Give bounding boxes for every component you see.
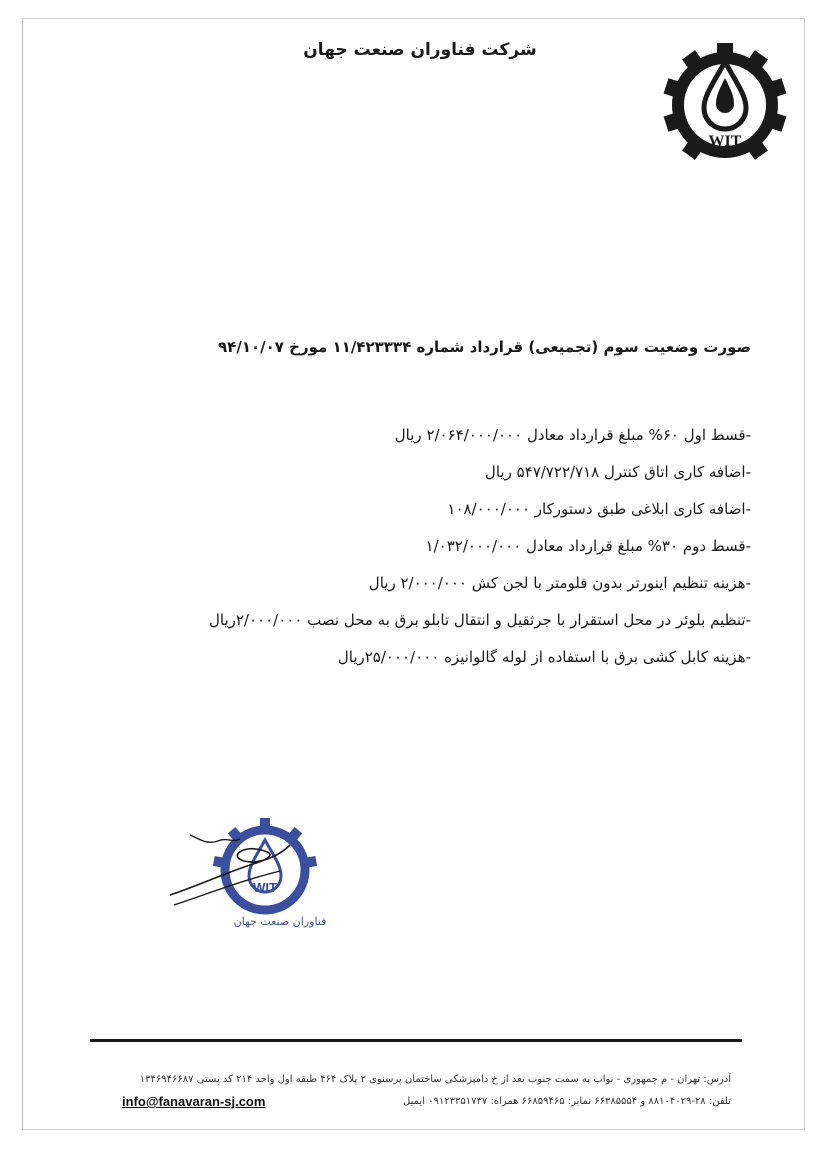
list-item: -قسط دوم ۳۰% مبلغ قرارداد معادل ۱/۰۳۲/۰۰۰/۰۰۰: [425, 537, 751, 555]
footer-contact: تلفن: ۲۸-۸۸۱۰۴۰۲۹ و ۶۶۳۸۵۵۵۴ نمابر: ۶۶۸۵۹۴۶۵ همراه: ۰۹۱۲۳۳۵۱۷۳۷ ایمیل: [403, 1096, 731, 1107]
list-item: -اضافه کاری ابلاغی طبق دستورکار ۱۰۸/۰۰۰/۰۰۰: [447, 500, 751, 518]
stamp-logo-text: WIT: [253, 880, 277, 895]
document-title: صورت وضعیت سوم (تجمیعی) قرارداد شماره ۱۱/۴۲۳۳۳۴ مورخ ۹۴/۱۰/۰۷: [218, 338, 751, 356]
footer-divider: [90, 1039, 742, 1042]
logo-text: WIT: [708, 133, 742, 150]
company-logo: [660, 40, 790, 170]
list-item: -تنظیم بلوئر در محل استقرار با جرثقیل و انتقال تابلو برق به محل نصب ۲/۰۰۰/۰۰۰ریال: [208, 611, 751, 629]
list-item: -هزینه کابل کشی برق با استفاده از لوله گالوانیزه ۲۵/۰۰۰/۰۰۰ریال: [337, 648, 751, 666]
company-stamp: [160, 815, 350, 935]
items-list: [91, 420, 751, 679]
list-item: -هزینه تنظیم اینورتر بدون فلومتر با لجن کش ۲/۰۰۰/۰۰۰ ریال: [368, 574, 751, 592]
list-item: -قسط اول ۶۰% مبلغ قرارداد معادل ۲/۰۶۴/۰۰۰/۰۰۰ ریال: [394, 426, 751, 444]
company-name: شرکت فناوران صنعت جهان: [303, 40, 537, 60]
list-item: -اضافه کاری اتاق کنترل ۵۴۷/۷۲۲/۷۱۸ ریال: [484, 463, 751, 481]
stamp-company-text: فناوران صنعت جهان: [233, 915, 327, 928]
footer-address: آدرس: تهران - م جمهوری - نواب به سمت جنوب بعد از خ دامپزشکی ساختمان پرسنوی ۲ پلاک ۴۶۴ طبقه اول واحد ۲۱۴ کد پستی ۱۳۴۶۹۴۶۶۸۷: [139, 1074, 731, 1085]
footer-email-link[interactable]: info@fanavaran-sj.com: [122, 1094, 266, 1109]
